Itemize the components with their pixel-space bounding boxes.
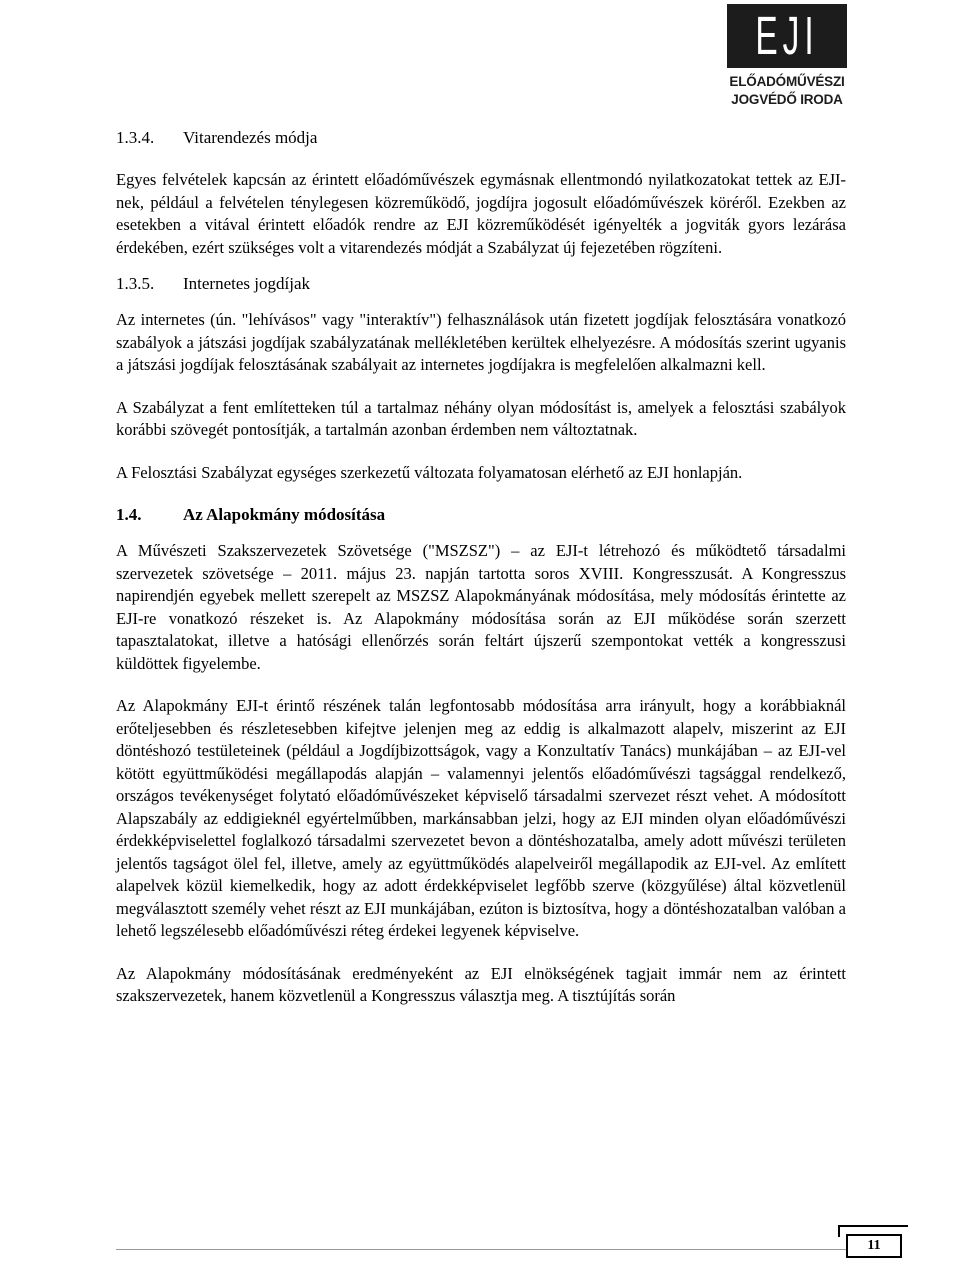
section-title: Az Alapokmány módosítása [183, 505, 386, 524]
section-heading-1-4 [116, 504, 846, 526]
section-heading-1-3-5 [116, 273, 846, 295]
eji-logo [727, 4, 847, 108]
footer-rule [116, 1249, 846, 1250]
paragraph: Az Alapokmány módosításának eredményeként az EJI elnökségének tagjait immár nem az érintett szakszervezetek, hanem közvetlenül a Kongresszus választja meg. A tisztújítás során [116, 963, 846, 1005]
section-heading-1-3-4 [116, 127, 846, 149]
paragraph: A Művészeti Szakszervezetek Szövetsége ("MSZSZ") – az EJI-t létrehozó és működtető társadalmi szervezetek szövetsége – 2011. május 23. napján tartotta soros XVIII. Kongresszusát. A Kongresszus napirendjén egyebek mellett szerepelt az MSZSZ Alapokmányának módosítása, mely módosítás érintette az EJI-re vonatkozó részeket is. Az Alapokmány módosítása során az EJI működése során szerzett tapasztalatokat, illetve a hatósági ellenőrzés során feltárt újszerű szempontokat vették a kongresszusi küldöttek figyelembe. [116, 541, 846, 673]
paragraph: Egyes felvételek kapcsán az érintett előadóművészek egymásnak ellentmondó nyilatkozatokat tettek az EJI-nek, például a felvételen ténylegesen közreműködő, jogdíjra jogosult előadóművészek köréről. Ezekben az esetekben a vitával érintett előadók rendre az EJI közreműködését igényelték a jogviták gyors lezárása érdekében, ezért szükséges volt a vitarendezés módját a Szabályzat új fejezetében rögzíteni. [116, 170, 846, 257]
page-number-box [838, 1225, 908, 1257]
section-number: 1.3.4. [116, 128, 155, 147]
page-number: 11 [846, 1234, 902, 1258]
section-number: 1.4. [116, 505, 142, 524]
paragraph: Az Alapokmány EJI-t érintő részének talán legfontosabb módosítása arra irányult, hogy a korábbiaknál erőteljesebben és részletesebben kifejtve jelenjen meg az eddig is alkalmazott alapelv, miszerint az EJI döntéshozó testületeinek (például a Jogdíjbizottságok, vagy a Konzultatív Tanács) munkájában – az EJI-vel kötött együttműködési megállapodás alapján – valamennyi jelentős előadóművészi tagsággal rendelkező, országos tevékenységet folytató előadóművészeket képviselő társadalmi szervezet részt vehet. A módosított Alapszabály az eddigieknél egyértelműbben, markánsabban jelzi, hogy az EJI minden olyan előadóművészi érdekképviselettel foglalkozó társadalmi szervezetet bevon a döntéshozatalba, amely adott művészi területen jelentős tagságot ölel fel, illetve, amely az együttműködés alapelveiről megállapodik az EJI-vel. Az említett alapelvek közül kiemelkedik, hogy az adott érdekképviselet legfőbb szerve (közgyűlése) által közvetlenül megválasztott személy vehet részt az EJI munkájában, ezúton is biztosítva, hogy a döntéshozatalban valóban a lehető legszélesebb előadóművészi réteg érdekei legyenek képviselve. [116, 696, 846, 940]
logo-line-2: JOGVÉDŐ IRODA [731, 92, 843, 107]
section-title: Vitarendezés módja [183, 128, 318, 147]
section-title: Internetes jogdíjak [183, 274, 310, 293]
document-body [116, 120, 846, 1008]
section-number: 1.3.5. [116, 274, 155, 293]
logo-letters: EJI [755, 6, 819, 66]
paragraph: A Felosztási Szabályzat egységes szerkezetű változata folyamatosan elérhető az EJI honlapján. [116, 462, 743, 482]
logo-mark [727, 4, 847, 68]
paragraph: Az internetes (ún. "lehívásos" vagy "interaktív") felhasználások után fizetett jogdíjak felosztására vonatkozó szabályok a játszási jogdíjak szabályzatának mellékletében kerültek elhelyezésre. A módosítás szerint ugyanis a játszási jogdíjak felosztásának szabályait az internetes jogdíjakra is megfelelően alkalmazni kell. [116, 310, 846, 374]
paragraph: A Szabályzat a fent említetteken túl a tartalmaz néhány olyan módosítást is, amelyek a felosztási szabályok korábbi szövegét pontosítják, a tartalmán azonban érdemben nem változtatnak. [116, 397, 846, 439]
logo-line-1: ELŐADÓMŰVÉSZI [729, 74, 845, 89]
